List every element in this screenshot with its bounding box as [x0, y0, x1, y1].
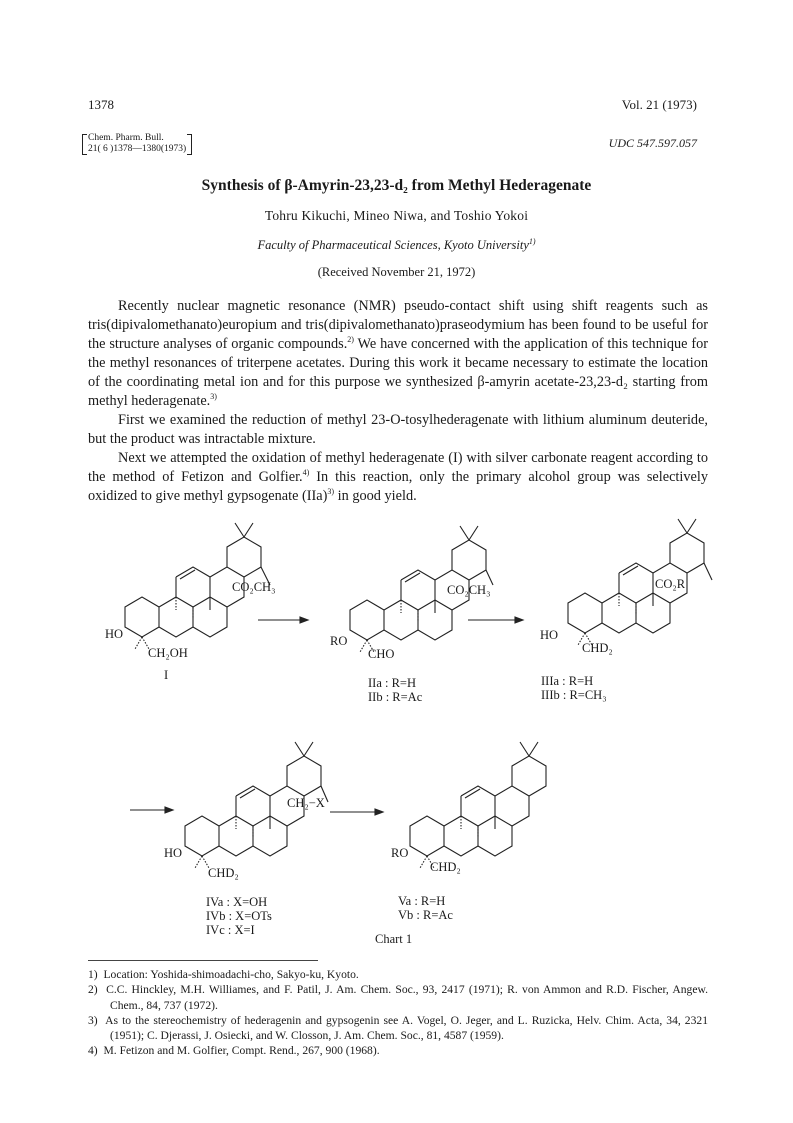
structure-v	[410, 742, 546, 868]
footnote-2: 2) C.C. Hinckley, M.H. Williames, and F. Patil, J. Am. Chem. Soc., 93, 2417 (1971); R. von Ammon and R.D. Fischer, Angew. Chem., 84, 737 (1972).	[88, 983, 708, 1012]
c4-substituent: CH₂−X	[287, 796, 325, 810]
c1-bottom-group: CH₂OH	[148, 646, 188, 660]
footnote-rule	[88, 960, 318, 961]
footnote-3: 3) As to the stereochemistry of hederagenin and gypsogenin see A. Vogel, O. Jeger, and L. Ruzicka, Helv. Chim. Acta, 34, 2321 (1951); C. Djerassi, J. Osiecki, and W. Closson, J. Am. Chem. Soc., 81, 4587 (1959).	[88, 1013, 708, 1043]
c2-label-b: IIb : R=Ac	[368, 690, 423, 704]
footnote-1: 1) Location: Yoshida-shimoadachi-cho, Sakyo-ku, Kyoto.	[88, 968, 359, 981]
c2-substituent: CO₂CH₃	[447, 583, 491, 597]
c3-substituent: CO₂R	[655, 577, 686, 591]
received-date: (Received November 21, 1972)	[317, 265, 476, 279]
c2-bottom-group: CHO	[368, 647, 395, 661]
ref-4: 4)	[302, 468, 310, 478]
c1-left-group: HO	[105, 627, 124, 641]
c3-bottom-group: CHD₂	[582, 641, 613, 655]
udc-code: UDC 547.597.057	[608, 136, 697, 150]
c3-label-a: IIIa : R=H	[541, 674, 594, 688]
paragraph-2: First we examined the reduction of methyl 23-O-tosylhederagenate with lithium aluminum deuteride, but the product was intractable mixture.	[88, 412, 708, 447]
p3-text-a: Next we attempted the oxidation of methyl hederagenate (I) with silver carbonate reagent according to the method of Fetizon and Golfier.	[88, 450, 708, 485]
c4-left-group: HO	[164, 846, 183, 860]
c3-left-group: HO	[540, 628, 559, 642]
p1-text-a: Recently nuclear magnetic resonance (NMR) pseudo-contact shift using shift reagents such as tris(dipivalomethanato)europium and tris(dipivalomethanato)praseodymium has been found to be useful for the structure analyses of organic compounds.	[88, 298, 708, 352]
c5-label-a: Va : R=H	[398, 894, 446, 908]
p3-text-c: in good yield.	[334, 488, 417, 504]
article-authors: Tohru Kikuchi, Mineo Niwa, and Toshio Yokoi	[264, 208, 529, 223]
c4-label-a: IVa : X=OH	[206, 895, 268, 909]
c5-left-group: RO	[391, 846, 409, 860]
ref-3b: 3)	[327, 487, 335, 497]
c4-bottom-group: CHD₂	[208, 866, 239, 880]
citation-volume: 21( 6 )1378—1380(1973)	[88, 144, 187, 154]
c5-label-b: Vb : R=Ac	[398, 908, 453, 922]
c4-label-b: IVb : X=OTs	[206, 909, 272, 923]
c1-substituent: CO₂CH₃	[232, 580, 276, 594]
p1-text-b: We have concerned with the application of this technique for the methyl resonances of triterpene acetates. During this work it became necessary to estimate the location of the coordinating metal ion and for this purpose we synthesized β-amyrin acetate-23,23-d₂ starting from methyl hederagenate.	[88, 336, 708, 409]
footnotes	[88, 967, 708, 1059]
citation-journal: Chem. Pharm. Bull.	[88, 133, 164, 143]
p3-text-b: In this reaction, only the primary alcohol group was selectively oxidized to give methyl gypsogenate (IIa)	[88, 469, 708, 504]
c2-left-group: RO	[330, 634, 348, 648]
c1-compound-label: I	[164, 668, 169, 682]
footnote-4: 4) M. Fetizon and M. Golfier, Compt. Rend., 267, 900 (1968).	[88, 1044, 380, 1058]
c3-label-b: IIIb : R=CH₃	[541, 688, 607, 702]
affiliation-ref: 1)	[528, 236, 536, 246]
c5-bottom-group: CHD₂	[430, 860, 461, 874]
c2-label-a: IIa : R=H	[368, 676, 417, 690]
c4-label-c: IVc : X=I	[206, 923, 255, 937]
volume-label: Vol. 21 (1973)	[621, 97, 697, 112]
ref-3: 3)	[210, 392, 217, 402]
page-number: 1378	[88, 97, 114, 112]
article-title: Synthesis of β-Amyrin-23,23-d₂ from Methyl Hederagenate	[201, 177, 592, 194]
ref-2: 2)	[347, 335, 354, 345]
affiliation-text: Faculty of Pharmaceutical Sciences, Kyoto University	[257, 238, 529, 252]
chart-caption: Chart 1	[375, 932, 413, 946]
